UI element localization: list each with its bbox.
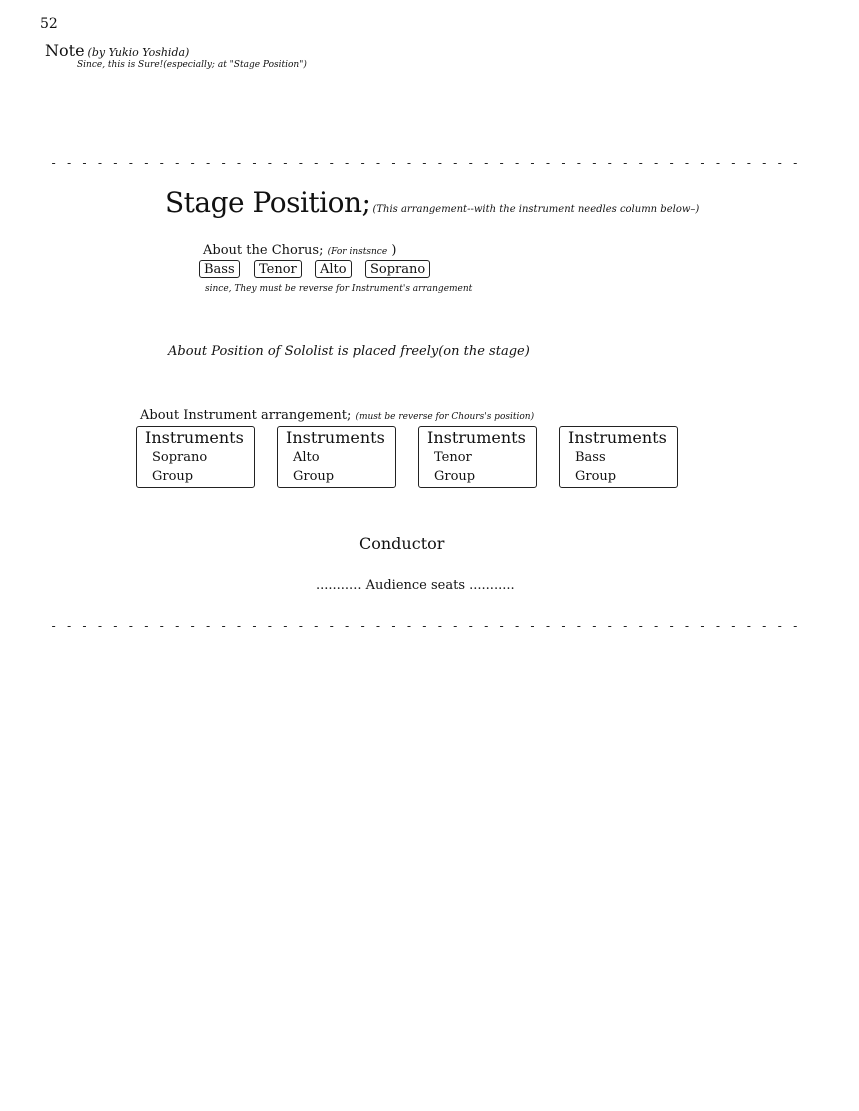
instrument-group-soprano	[136, 426, 255, 488]
chorus-voice-soprano: Soprano	[365, 260, 430, 278]
instrument-group-label: Group	[152, 469, 194, 484]
instrument-group-title: Instruments	[286, 428, 385, 447]
chorus-voice-tenor: Tenor	[254, 260, 302, 278]
chorus-voice-bass: Bass	[199, 260, 240, 278]
instrument-group-title: Instruments	[568, 428, 667, 447]
chorus-label-text: About the Chorus;	[203, 243, 324, 258]
stage-heading	[165, 186, 699, 219]
audience-seats-label: ........... Audience seats ...........	[316, 578, 515, 593]
chorus-note: since, They must be reverse for Instrument's arrangement	[205, 284, 473, 294]
page-number: 52	[40, 16, 58, 32]
instrument-group-voice: Alto	[293, 450, 320, 465]
instrument-group-alto	[277, 426, 396, 488]
instrument-group-label: Group	[293, 469, 335, 484]
instrument-label	[140, 408, 534, 423]
bottom-separator: - - - - - - - - - - - - - - - - - - - - - - - - - - - - - - - - - - - - - - - - - - - - - - - - -	[50, 619, 800, 633]
chorus-label-close: )	[391, 243, 397, 258]
instrument-group-tenor	[418, 426, 537, 488]
note-title: Note	[45, 41, 85, 60]
stage-title: Stage Position;	[165, 186, 371, 219]
instrument-group-title: Instruments	[145, 428, 244, 447]
instrument-label-text: About Instrument arrangement;	[140, 408, 352, 423]
instrument-label-note: (must be reverse for Chours's position)	[355, 412, 535, 422]
top-separator: - - - - - - - - - - - - - - - - - - - - - - - - - - - - - - - - - - - - - - - - - - - - - - - - -	[50, 156, 800, 170]
stage-note: (This arrangement--with the instrument needles column below–)	[372, 204, 700, 215]
instrument-group-bass	[559, 426, 678, 488]
note-subtitle: Since, this is Sure!(especially; at "Stage Position")	[77, 60, 307, 70]
instrument-group-voice: Bass	[575, 450, 606, 465]
instrument-group-voice: Soprano	[152, 450, 208, 465]
instrument-group-voice: Tenor	[434, 450, 472, 465]
instrument-group-title: Instruments	[427, 428, 526, 447]
chorus-label-note: (For instsnce	[327, 247, 388, 257]
note-author: (by Yukio Yoshida)	[87, 46, 190, 59]
instrument-group-label: Group	[434, 469, 476, 484]
chorus-voice-alto: Alto	[315, 260, 352, 278]
note-heading	[45, 41, 189, 60]
instrument-group-label: Group	[575, 469, 617, 484]
chorus-label	[203, 243, 396, 258]
soloist-note: About Position of Sololist is placed freely(on the stage)	[168, 344, 530, 359]
conductor-label: Conductor	[359, 534, 445, 553]
